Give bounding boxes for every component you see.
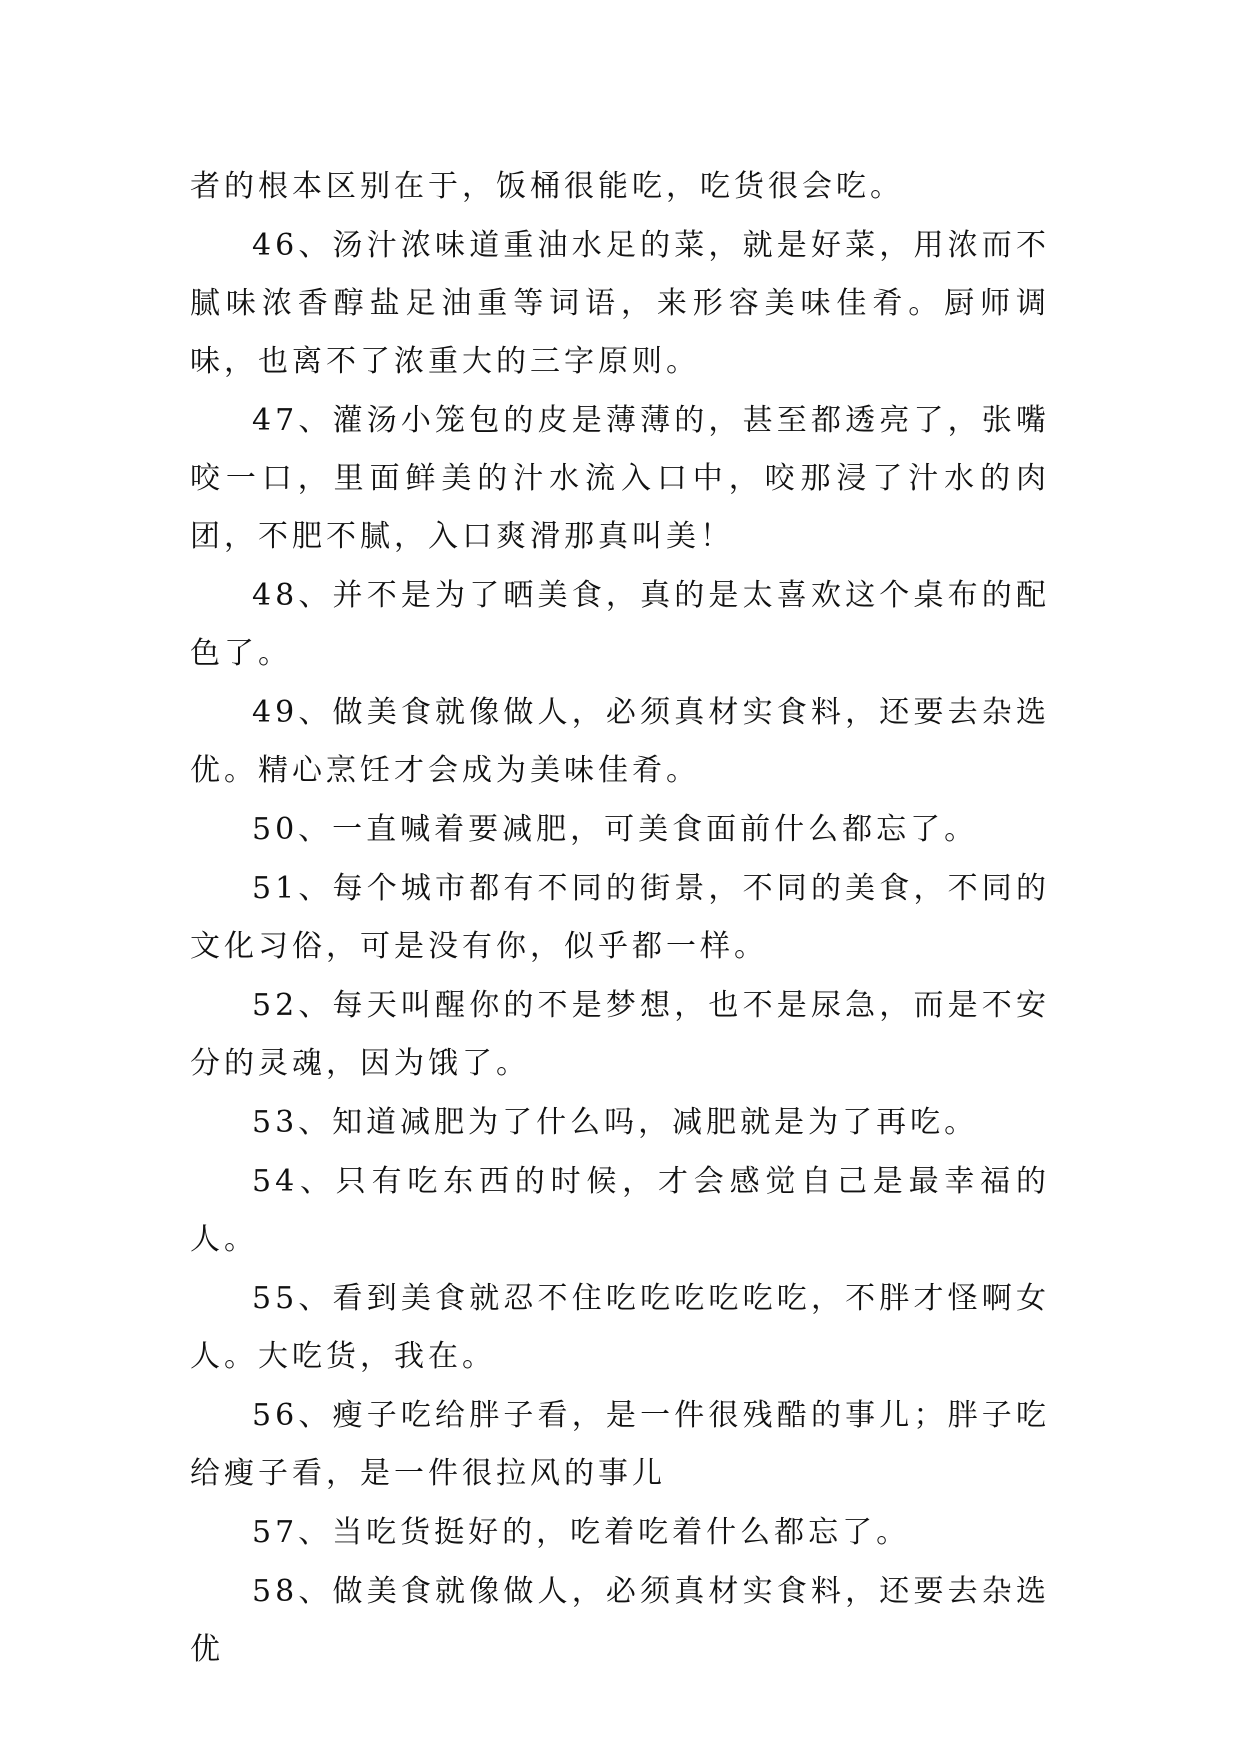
paragraph-56: 56、瘦子吃给胖子看，是一件很残酷的事儿；胖子吃给瘦子看，是一件很拉风的事儿	[190, 1398, 1050, 1491]
paragraph-47: 47、灌汤小笼包的皮是薄薄的，甚至都透亮了，张嘴咬一口，里面鲜美的汁水流入口中，咬那浸了汁水的肉团，不肥不腻，入口爽滑那真叫美！	[190, 403, 1050, 554]
paragraph-58: 58、做美食就像做人，必须真材实食料，还要去杂选优	[190, 1574, 1050, 1667]
paragraph-46: 46、汤汁浓味道重油水足的菜，就是好菜，用浓而不腻味浓香醇盐足油重等词语，来形容美味佳肴。厨师调味，也离不了浓重大的三字原则。	[190, 228, 1050, 379]
paragraph-54: 54、只有吃东西的时候，才会感觉自己是最幸福的人。	[190, 1164, 1050, 1257]
paragraph-48: 48、并不是为了晒美食，真的是太喜欢这个桌布的配色了。	[190, 578, 1050, 671]
paragraph-53: 53、知道减肥为了什么吗，减肥就是为了再吃。	[252, 1105, 979, 1140]
paragraph-49: 49、做美食就像做人，必须真材实食料，还要去杂选优。精心烹饪才会成为美味佳肴。	[190, 695, 1050, 788]
document-body	[190, 158, 1050, 1680]
paragraph-51: 51、每个城市都有不同的街景，不同的美食，不同的文化习俗，可是没有你，似乎都一样。	[190, 871, 1050, 964]
paragraph-55: 55、看到美食就忍不住吃吃吃吃吃吃，不胖才怪啊女人。大吃货，我在。	[190, 1281, 1050, 1374]
paragraph-continuation: 者的根本区别在于，饭桶很能吃，吃货很会吃。	[190, 169, 904, 204]
paragraph-50: 50、一直喊着要减肥，可美食面前什么都忘了。	[252, 812, 979, 847]
paragraph-57: 57、当吃货挺好的，吃着吃着什么都忘了。	[252, 1515, 911, 1550]
paragraph-52: 52、每天叫醒你的不是梦想，也不是尿急，而是不安分的灵魂，因为饿了。	[190, 988, 1050, 1081]
